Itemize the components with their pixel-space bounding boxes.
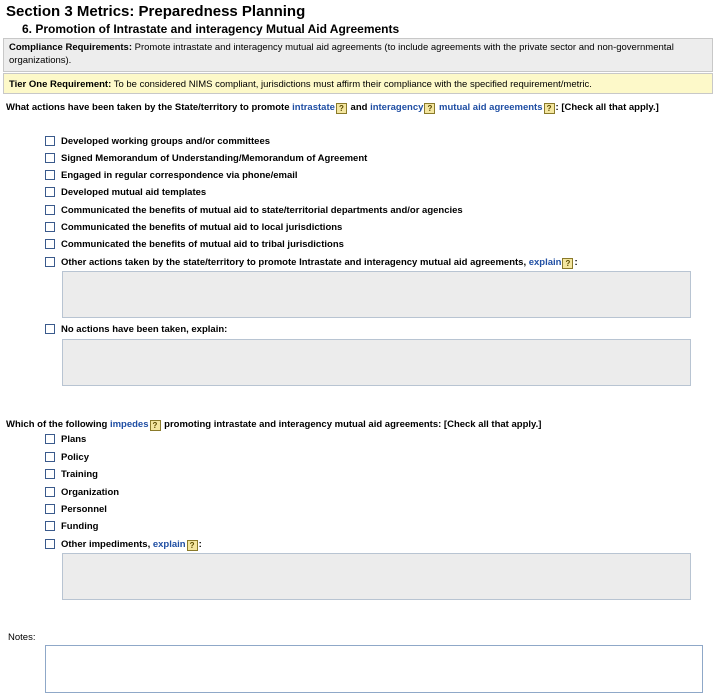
help-icon[interactable]: ?	[562, 258, 573, 269]
checkbox[interactable]	[45, 469, 55, 479]
no-actions-textarea[interactable]	[62, 339, 691, 386]
tier-one-requirement-box	[3, 73, 713, 94]
impedes-link[interactable]: impedes	[109, 419, 149, 430]
checkbox[interactable]	[45, 257, 55, 267]
intrastate-link[interactable]: intrastate	[292, 102, 335, 113]
checkbox[interactable]	[45, 187, 55, 197]
list-item-other[interactable]: Other actions taken by the state/territory to promote Intrastate and interagency mutual aid agreements, explain ? :	[45, 256, 578, 270]
checkbox[interactable]	[45, 487, 55, 497]
page-title: Section 3 Metrics: Preparedness Planning	[6, 3, 306, 20]
compliance-label: Compliance Requirements:	[9, 42, 132, 53]
checkbox[interactable]	[45, 170, 55, 180]
interagency-link[interactable]: interagency	[370, 102, 424, 113]
compliance-text: Promote intrastate and interagency mutual aid agreements (to include agreements with the private sector and non-governmental organizations).	[9, 42, 674, 66]
checkbox[interactable]	[45, 222, 55, 232]
notes-label: Notes:	[8, 632, 36, 643]
list-item[interactable]: Communicated the benefits of mutual aid to tribal jurisdictions	[45, 238, 344, 252]
checkbox[interactable]	[45, 434, 55, 444]
list-item[interactable]: Developed working groups and/or committees	[45, 135, 270, 149]
list-item[interactable]: Policy	[45, 451, 89, 465]
checkbox[interactable]	[45, 324, 55, 334]
other-actions-textarea[interactable]	[62, 271, 691, 318]
list-item[interactable]: Personnel	[45, 503, 107, 517]
list-item-none[interactable]: No actions have been taken, explain:	[45, 323, 227, 337]
list-item[interactable]: Funding	[45, 520, 98, 534]
list-item-other[interactable]: Other impediments, explain ? :	[45, 538, 202, 552]
checkbox[interactable]	[45, 205, 55, 215]
list-item[interactable]: Communicated the benefits of mutual aid to state/territorial departments and/or agencies	[45, 204, 463, 218]
list-item[interactable]: Engaged in regular correspondence via phone/email	[45, 169, 298, 183]
checkbox[interactable]	[45, 153, 55, 163]
list-item[interactable]: Plans	[45, 433, 86, 447]
list-item[interactable]: Developed mutual aid templates	[45, 186, 206, 200]
compliance-requirements-box	[3, 38, 713, 72]
tier-text: To be considered NIMS compliant, jurisdictions must affirm their compliance with the specified requirement/metric.	[111, 79, 592, 90]
checkbox[interactable]	[45, 504, 55, 514]
other-impediments-textarea[interactable]	[62, 553, 691, 600]
notes-textarea[interactable]	[45, 645, 703, 693]
mutual-aid-agreements-link[interactable]: mutual aid agreements	[439, 102, 543, 113]
list-item[interactable]: Training	[45, 468, 98, 482]
checkbox[interactable]	[45, 452, 55, 462]
question-impediments: Which of the following impedes ? promoting intrastate and interagency mutual aid agreements: [Check all that apply.]	[6, 419, 542, 430]
help-icon[interactable]: ?	[544, 103, 555, 114]
section-subtitle: 6. Promotion of Intrastate and interagency Mutual Aid Agreements	[22, 22, 400, 36]
help-icon[interactable]: ?	[336, 103, 347, 114]
explain-link[interactable]: explain	[528, 257, 562, 268]
list-item[interactable]: Communicated the benefits of mutual aid to local jurisdictions	[45, 221, 342, 235]
help-icon[interactable]: ?	[424, 103, 435, 114]
help-icon[interactable]: ?	[150, 420, 161, 431]
explain-link[interactable]: explain	[152, 539, 186, 550]
checkbox[interactable]	[45, 539, 55, 549]
list-item[interactable]: Organization	[45, 486, 119, 500]
checkbox[interactable]	[45, 136, 55, 146]
help-icon[interactable]: ?	[187, 540, 198, 551]
list-item[interactable]: Signed Memorandum of Understanding/Memorandum of Agreement	[45, 152, 367, 166]
tier-label: Tier One Requirement:	[9, 79, 112, 90]
checkbox[interactable]	[45, 239, 55, 249]
question-actions: What actions have been taken by the State/territory to promote intrastate ? and interagency ? mutual aid agreements ? : [Check all that apply.]	[6, 102, 659, 113]
checkbox[interactable]	[45, 521, 55, 531]
